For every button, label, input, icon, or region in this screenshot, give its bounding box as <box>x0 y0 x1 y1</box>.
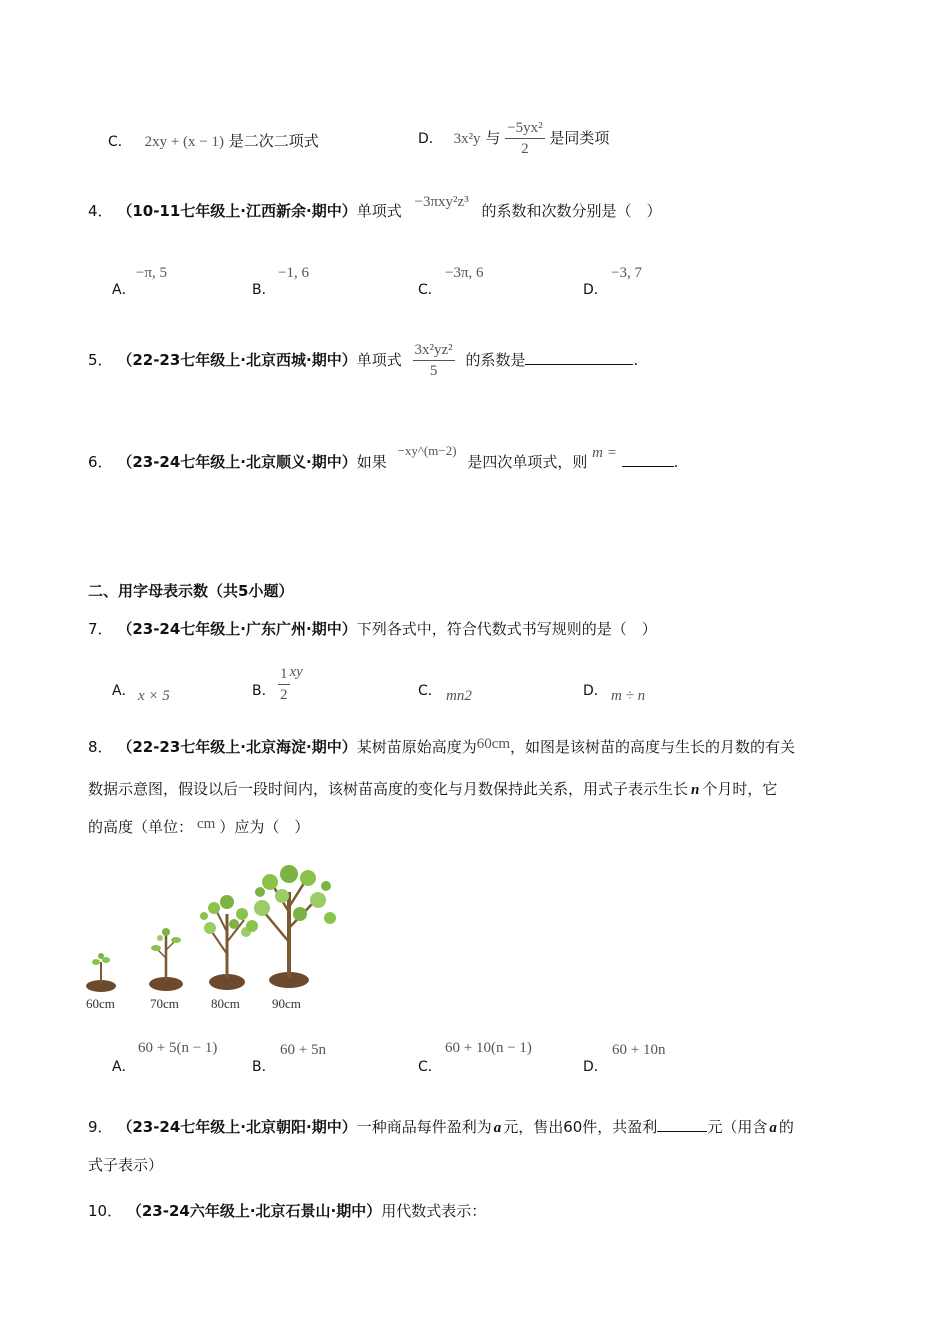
section-2-title: 二、用字母表示数（共5小题） <box>88 582 294 600</box>
q3-d-fraction: $\frac{\text{−5yx²}}{2}$ <box>507 120 543 157</box>
q4-option-a[interactable]: A． <box>112 282 136 298</box>
question-5: 5． （22-23七年级上·北京西城·期中）单项式 $\frac{\text{3x²yz²}}{5}$ 的系数是 . <box>88 342 639 379</box>
question-8-line-3: 的高度（单位： cm ）应为（ ） <box>88 816 310 836</box>
tree-growth-figure <box>84 862 354 1012</box>
q8-option-d-math: 60 + 10n <box>612 1042 666 1058</box>
q7-option-d-math: m ÷ n <box>611 688 646 704</box>
q8-option-a-math: 60 + 5(n − 1) <box>138 1040 218 1056</box>
q7-options <box>112 664 672 708</box>
q4-option-b[interactable]: B． <box>252 282 276 298</box>
tree-80cm-illustration <box>200 895 251 990</box>
q4-option-a-math: −π, 5 <box>136 265 168 281</box>
question-9-line-1: 9． （23-24七年级上·北京朝阳·期中）一种商品每件盈利为 a 元，售出60件，共盈利 元（用含 a 的 <box>88 1112 794 1143</box>
q7-option-a-math: x × 5 <box>138 688 170 704</box>
q7-option-c-math: mn2 <box>446 688 472 704</box>
q8-option-b-math: 60 + 5n <box>280 1042 326 1058</box>
q3-option-c: C． 2xy + (x − 1) 是二次二项式 <box>108 132 319 150</box>
question-7: 7． （23-24七年级上·广东广州·期中）下列各式中，符合代数式书写规则的是（ ） <box>88 620 657 638</box>
q8-option-c[interactable]: C． <box>418 1059 442 1075</box>
q7-option-a[interactable]: A． <box>112 683 136 699</box>
q4-option-c[interactable]: C． <box>418 282 442 298</box>
caption-90cm: 90cm <box>272 996 301 1011</box>
q7-option-d[interactable]: D． <box>583 683 608 699</box>
q5-answer-blank[interactable] <box>525 348 633 365</box>
q8-option-c-math: 60 + 10(n − 1) <box>445 1040 532 1056</box>
caption-80cm: 80cm <box>211 996 240 1011</box>
q5-fraction: $\frac{\text{3x²yz²}}{5}$ <box>414 342 453 379</box>
question-8-line-1: 8． （22-23七年级上·北京海淀·期中）某树苗原始高度为60cm，如图是该树苗的高度与生长的月数的有关 <box>88 736 796 756</box>
question-10: 10． （23-24六年级上·北京石景山·期中）用代数式表示： <box>88 1202 487 1220</box>
q8-option-b[interactable]: B． <box>252 1059 276 1075</box>
q4-option-c-math: −3π, 6 <box>445 265 484 281</box>
q7-option-c[interactable]: C． <box>418 683 442 699</box>
q4-option-d[interactable]: D． <box>583 282 608 298</box>
q4-option-b-math: −1, 6 <box>278 265 309 281</box>
q8-option-d[interactable]: D． <box>583 1059 608 1075</box>
caption-60cm: 60cm <box>86 996 115 1011</box>
question-6: 6． （23-24七年级上·北京顺义·期中）如果 −xy^(m−2) 是四次单项式，则 m = . <box>88 443 679 471</box>
question-4: 4． （10-11七年级上·江西新余·期中）单项式 −3πxy²z³ 的系数和次数分别是（ ） <box>88 194 662 220</box>
tree-70cm-illustration <box>149 928 183 991</box>
question-9-line-2: 式子表示） <box>88 1156 164 1174</box>
q4-option-d-math: −3, 7 <box>611 265 642 281</box>
tree-90cm-illustration <box>246 865 336 988</box>
q7-option-b[interactable]: B． <box>252 683 276 699</box>
tree-60cm-illustration <box>86 953 116 992</box>
q8-options <box>112 1040 692 1076</box>
q9-answer-blank[interactable] <box>657 1115 707 1132</box>
question-8-line-2: 数据示意图，假设以后一段时间内，该树苗高度的变化与月数保持此关系，用式子表示生长 n 个月时，它 <box>88 780 778 798</box>
q3-option-d: D． 3x²y 与 $\frac{\text{−5yx²}}{2}$ 是同类项 <box>418 120 610 157</box>
q4-options <box>112 265 672 305</box>
caption-70cm: 70cm <box>150 996 179 1011</box>
q8-option-a[interactable]: A． <box>112 1059 136 1075</box>
q6-answer-blank[interactable] <box>622 450 674 467</box>
q7-option-b-math: $\frac{1}{2}$ xy <box>280 663 303 703</box>
